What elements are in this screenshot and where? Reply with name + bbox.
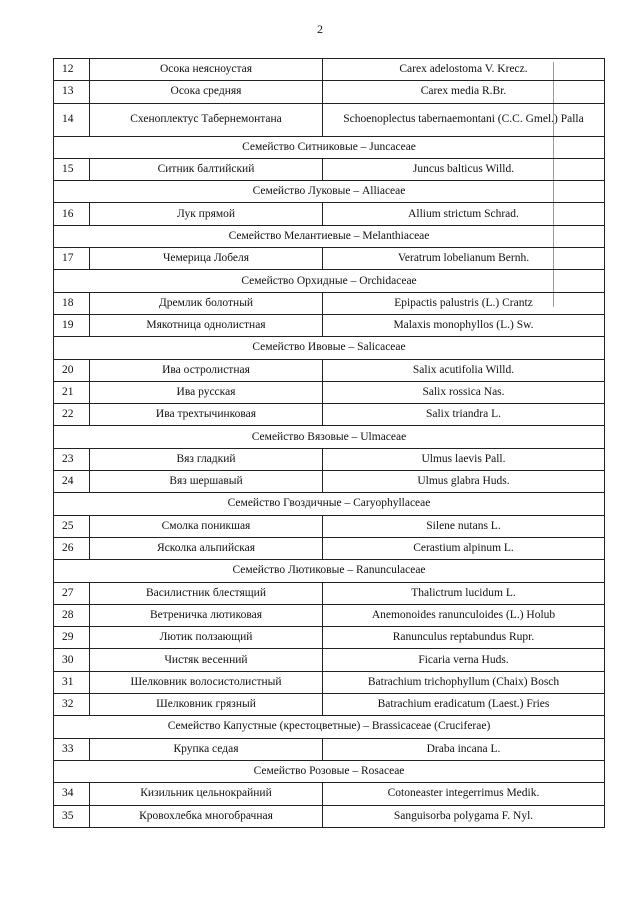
species-latin-name: Veratrum lobelianum Bernh.	[323, 248, 605, 270]
species-row	[54, 314, 605, 336]
species-row	[54, 515, 605, 537]
family-header-row	[54, 560, 605, 582]
species-number: 21	[54, 381, 90, 403]
species-number: 25	[54, 515, 90, 537]
family-name: Семейство Ивовые – Salicaceae	[54, 337, 605, 359]
species-latin-name: Cotoneaster integerrimus Medik.	[323, 783, 605, 805]
species-number: 32	[54, 694, 90, 716]
species-number: 23	[54, 448, 90, 470]
species-number: 12	[54, 59, 90, 81]
species-russian-name: Шелковник волосистолистный	[90, 671, 323, 693]
species-russian-name: Чемерица Лобеля	[90, 248, 323, 270]
species-number: 28	[54, 604, 90, 626]
species-number: 16	[54, 203, 90, 225]
species-row	[54, 448, 605, 470]
species-row	[54, 59, 605, 81]
species-row	[54, 381, 605, 403]
species-row	[54, 248, 605, 270]
species-number: 35	[54, 805, 90, 827]
species-latin-name: Juncus balticus Willd.	[323, 158, 605, 180]
family-header-row	[54, 426, 605, 448]
family-name: Семейство Лютиковые – Ranunculaceae	[54, 560, 605, 582]
species-number: 26	[54, 537, 90, 559]
species-latin-name: Batrachium trichophyllum (Chaix) Bosch	[323, 671, 605, 693]
species-russian-name: Ива русская	[90, 381, 323, 403]
family-header-row	[54, 225, 605, 247]
family-name: Семейство Луковые – Alliaceae	[54, 181, 605, 203]
species-number: 24	[54, 471, 90, 493]
family-header-row	[54, 337, 605, 359]
species-russian-name: Василистник блестящий	[90, 582, 323, 604]
family-header-row	[54, 493, 605, 515]
species-row	[54, 537, 605, 559]
species-latin-name: Carex media R.Br.	[323, 81, 605, 103]
species-table	[53, 58, 605, 828]
species-russian-name: Осока средняя	[90, 81, 323, 103]
species-latin-name: Malaxis monophyllos (L.) Sw.	[323, 314, 605, 336]
species-latin-name: Cerastium alpinum L.	[323, 537, 605, 559]
species-latin-name: Schoenoplectus tabernaemontani (C.C. Gmel.) Palla	[323, 103, 605, 136]
species-latin-name: Thalictrum lucidum L.	[323, 582, 605, 604]
species-number: 30	[54, 649, 90, 671]
species-russian-name: Вяз гладкий	[90, 448, 323, 470]
species-number: 29	[54, 627, 90, 649]
family-header-row	[54, 270, 605, 292]
species-number: 22	[54, 404, 90, 426]
species-row	[54, 158, 605, 180]
species-number: 15	[54, 158, 90, 180]
species-row	[54, 404, 605, 426]
species-row	[54, 359, 605, 381]
species-row	[54, 582, 605, 604]
species-russian-name: Ситник балтийский	[90, 158, 323, 180]
species-row	[54, 649, 605, 671]
species-russian-name: Смолка поникшая	[90, 515, 323, 537]
species-number: 31	[54, 671, 90, 693]
species-latin-name: Salix triandra L.	[323, 404, 605, 426]
page-number: 2	[317, 22, 323, 36]
species-russian-name: Шелковник грязный	[90, 694, 323, 716]
species-number: 18	[54, 292, 90, 314]
species-latin-name: Allium strictum Schrad.	[323, 203, 605, 225]
species-russian-name: Лютик ползающий	[90, 627, 323, 649]
species-row	[54, 627, 605, 649]
species-russian-name: Крупка седая	[90, 738, 323, 760]
species-russian-name: Ясколка альпийская	[90, 537, 323, 559]
family-header-row	[54, 181, 605, 203]
species-number: 33	[54, 738, 90, 760]
species-russian-name: Ветреничка лютиковая	[90, 604, 323, 626]
family-header-row	[54, 136, 605, 158]
family-name: Семейство Орхидные – Orchidaceae	[54, 270, 605, 292]
family-name: Семейство Мелантиевые – Melanthiaceae	[54, 225, 605, 247]
species-row	[54, 292, 605, 314]
species-number: 13	[54, 81, 90, 103]
species-russian-name: Чистяк весенний	[90, 649, 323, 671]
species-latin-name: Salix rossica Nas.	[323, 381, 605, 403]
species-row	[54, 203, 605, 225]
species-russian-name: Мякотница однолистная	[90, 314, 323, 336]
species-latin-name: Carex adelostoma V. Krecz.	[323, 59, 605, 81]
species-russian-name: Лук прямой	[90, 203, 323, 225]
family-header-row	[54, 716, 605, 738]
species-russian-name: Ива трехтычинковая	[90, 404, 323, 426]
species-russian-name: Осока неясноустая	[90, 59, 323, 81]
species-latin-name: Draba incana L.	[323, 738, 605, 760]
species-latin-name: Silene nutans L.	[323, 515, 605, 537]
species-row	[54, 783, 605, 805]
species-number: 14	[54, 103, 90, 136]
species-row	[54, 604, 605, 626]
species-latin-name: Batrachium eradicatum (Laest.) Fries	[323, 694, 605, 716]
species-latin-name: Epipactis palustris (L.) Crantz	[323, 292, 605, 314]
family-name: Семейство Гвоздичные – Caryophyllaceae	[54, 493, 605, 515]
species-latin-name: Anemonoides ranunculoides (L.) Holub	[323, 604, 605, 626]
family-name: Семейство Капустные (крестоцветные) – Brassicaceae (Cruciferae)	[54, 716, 605, 738]
species-number: 19	[54, 314, 90, 336]
species-table-body	[54, 59, 605, 828]
species-number: 27	[54, 582, 90, 604]
species-latin-name: Sanguisorba polygama F. Nyl.	[323, 805, 605, 827]
species-russian-name: Дремлик болотный	[90, 292, 323, 314]
species-row	[54, 738, 605, 760]
species-latin-name: Ulmus laevis Pall.	[323, 448, 605, 470]
species-row	[54, 103, 605, 136]
species-russian-name: Кизильник цельнокрайний	[90, 783, 323, 805]
species-row	[54, 805, 605, 827]
family-name: Семейство Розовые – Rosaceae	[54, 760, 605, 782]
species-russian-name: Кровохлебка многобрачная	[90, 805, 323, 827]
species-number: 34	[54, 783, 90, 805]
species-row	[54, 694, 605, 716]
species-russian-name: Схеноплектус Табернемонтана	[90, 103, 323, 136]
species-row	[54, 81, 605, 103]
family-name: Семейство Вязовые – Ulmaceae	[54, 426, 605, 448]
species-latin-name: Salix acutifolia Willd.	[323, 359, 605, 381]
family-name: Семейство Ситниковые – Juncaceae	[54, 136, 605, 158]
species-russian-name: Ива остролистная	[90, 359, 323, 381]
species-number: 17	[54, 248, 90, 270]
species-row	[54, 671, 605, 693]
species-number: 20	[54, 359, 90, 381]
species-row	[54, 471, 605, 493]
species-latin-name: Ranunculus reptabundus Rupr.	[323, 627, 605, 649]
species-latin-name: Ficaria verna Huds.	[323, 649, 605, 671]
family-header-row	[54, 760, 605, 782]
species-latin-name: Ulmus glabra Huds.	[323, 471, 605, 493]
species-russian-name: Вяз шершавый	[90, 471, 323, 493]
